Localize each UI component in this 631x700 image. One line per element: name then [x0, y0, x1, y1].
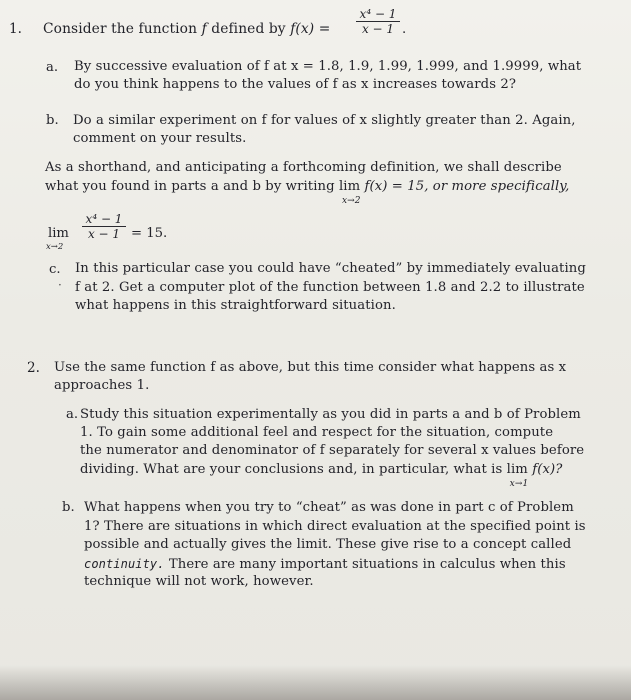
- part-1c-line-3: what happens in this straightforward situation.: [75, 298, 396, 313]
- inline-limit-subscript: x→2: [341, 196, 361, 206]
- part-1b-line-2: comment on your results.: [73, 131, 247, 146]
- part-2b-line-2: 1? There are situations in which direct evaluation at the specified point is: [84, 519, 586, 534]
- fraction-denominator: x − 1: [361, 22, 395, 36]
- problem-1-statement: [43, 21, 330, 37]
- part-1a-label: a.: [46, 60, 59, 75]
- display-fraction-numerator: x⁴ − 1: [85, 212, 123, 226]
- shorthand-line-1: As a shorthand, and anticipating a forthcoming definition, we shall describe: [45, 160, 562, 175]
- part-2a-line-4-post: f(x)?: [532, 462, 563, 477]
- statement-period: .: [402, 22, 407, 37]
- part-1a-line-1: By successive evaluation of f at x = 1.8, 1.9, 1.99, 1.999, and 1.9999, what: [74, 59, 582, 74]
- inline-limit-2: [506, 462, 529, 489]
- display-fraction-denominator: x − 1: [87, 227, 121, 241]
- defined-by-text: defined by: [211, 21, 286, 37]
- part-2a-line-1: Study this situation experimentally as you did in parts a and b of Problem: [80, 407, 581, 422]
- inline-limit-word: lim: [338, 179, 361, 194]
- inline-limit-2-subscript: x→1: [509, 479, 529, 489]
- part-1c-line-2: f at 2. Get a computer plot of the function between 1.8 and 2.2 to illustrate: [75, 280, 585, 295]
- shorthand-line-2-post: f(x) = 15, or more specifically,: [364, 179, 570, 194]
- part-1c-line-1: In this particular case you could have “cheated” by immediately evaluating: [75, 261, 586, 276]
- part-2a-line-2: 1. To gain some additional feel and respect for the situation, compute: [80, 425, 554, 440]
- page-bottom-shadow: [0, 665, 631, 700]
- problem-2-line-1: Use the same function f as above, but this time consider what happens as x: [54, 360, 567, 375]
- continuity-term: continuity.: [84, 557, 165, 571]
- problem-1-intro: Consider the function: [43, 21, 198, 37]
- part-2a-line-3: the numerator and denominator of f separately for several x values before: [80, 443, 585, 458]
- inline-limit-2-word: lim: [506, 462, 528, 477]
- part-2a-line-4: [80, 462, 563, 489]
- display-limit-subscript: x→2: [46, 242, 64, 252]
- part-2b-label: b.: [62, 500, 75, 515]
- part-2b-line-1: What happens when you try to “cheat” as was done in part c of Problem: [84, 500, 574, 515]
- problem-2-line-2: approaches 1.: [54, 378, 150, 393]
- part-2a-line-4-pre: dividing. What are your conclusions and, in particular, what is: [80, 462, 503, 477]
- part-2b-line-4-post: There are many important situations in calculus when this: [168, 557, 566, 572]
- part-2b-line-5: technique will not work, however.: [84, 574, 314, 589]
- problem-1-number: 1.: [9, 21, 22, 37]
- part-2a-label: a.: [66, 407, 79, 422]
- display-limit-fraction: [82, 213, 126, 240]
- part-1c-label: c.: [49, 262, 61, 277]
- function-fraction: [356, 8, 400, 35]
- shorthand-line-2-pre: what you found in parts a and b by writing: [45, 179, 335, 194]
- shorthand-line-2: [45, 179, 570, 206]
- part-1b-line-1: Do a similar experiment on f for values of x slightly greater than 2. Again,: [73, 113, 576, 128]
- function-expression: f(x) =: [290, 21, 331, 37]
- part-2b-line-3: possible and actually gives the limit. These give rise to a concept called: [84, 537, 572, 552]
- part-1a-line-2: do you think happens to the values of f as x increases towards 2?: [74, 77, 517, 92]
- fraction-numerator: x⁴ − 1: [359, 7, 397, 21]
- margin-dot: ·: [58, 278, 62, 292]
- display-limit-word: lim: [48, 226, 69, 241]
- function-symbol: f: [201, 21, 207, 37]
- inline-limit: [338, 179, 361, 206]
- display-limit-value: = 15.: [131, 226, 168, 241]
- problem-2-number: 2.: [27, 360, 40, 376]
- part-2b-line-4: [84, 556, 566, 573]
- part-1b-label: b.: [46, 113, 59, 128]
